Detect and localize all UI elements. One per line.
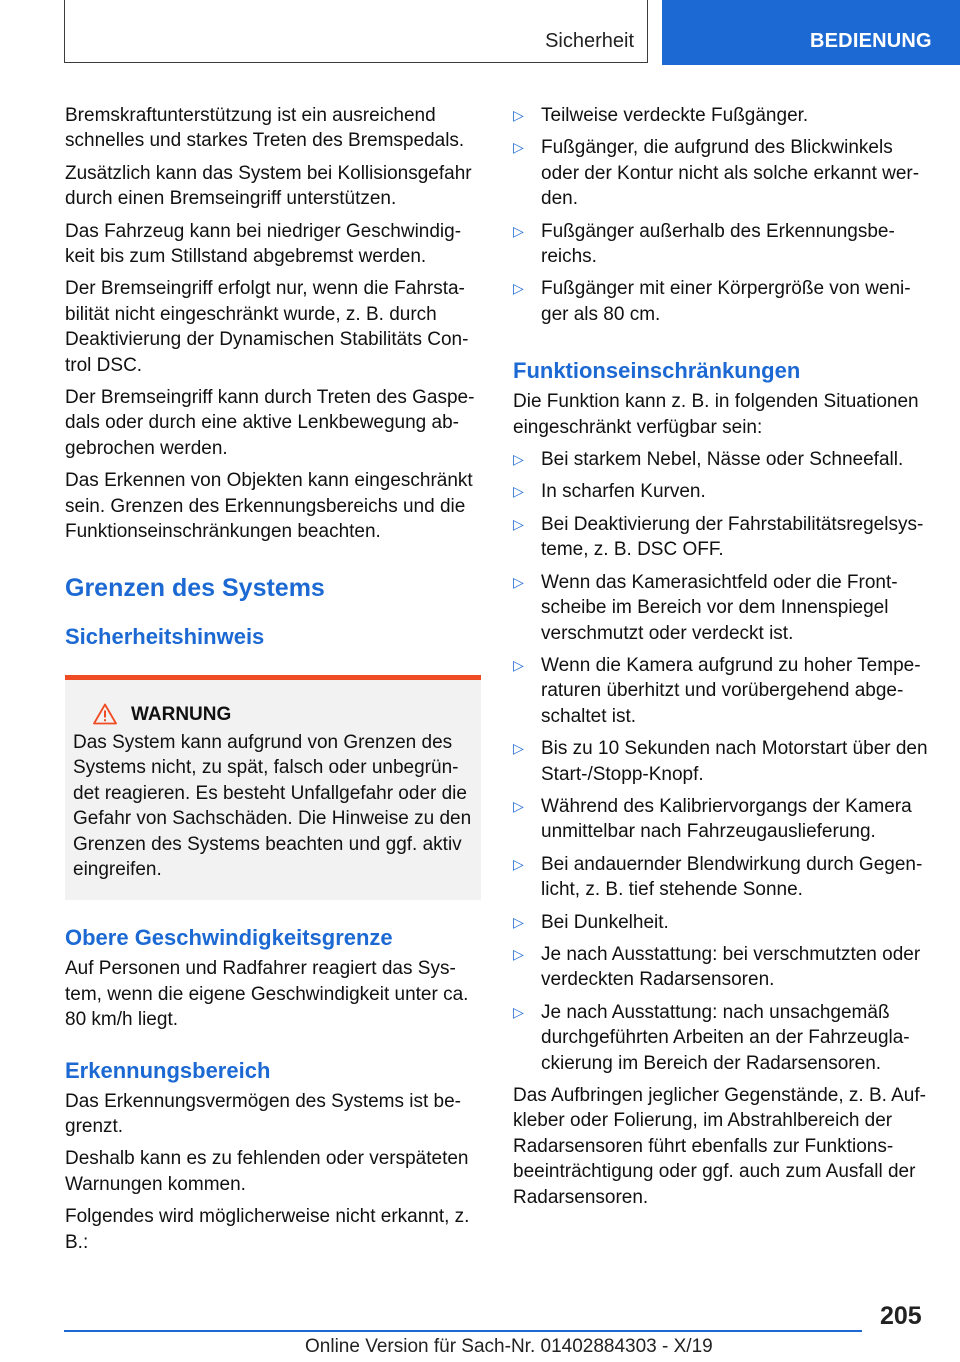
restrictions-intro: Die Funktion kann z. B. in folgenden Situationen eingeschränkt verfügbar sein: [513,391,919,438]
heading-system-limits: Grenzen des Systems [65,573,325,602]
paragraph: Das Erkennen von Objekten kann eingeschränkt sein. Grenzen des Erkennungsbereichs und die Funktionseinschränkungen beachten. [65,470,473,543]
triangle-right-icon: ▷ [513,855,524,872]
triangle-right-icon: ▷ [513,740,524,757]
triangle-right-icon: ▷ [513,1003,524,1020]
left-column [65,103,481,1262]
list-item: ▷ Bis zu 10 Sekunden nach Motorstart über den Start-/Stopp-Knopf. [513,736,928,787]
list-item: ▷ Bei starkem Nebel, Nässe oder Schneefall. [513,447,928,472]
paragraph: Bremskraftunterstützung ist ein ausreichend schnelles und starkes Treten des Bremspedals. [65,105,465,152]
triangle-right-icon: ▷ [513,139,524,156]
paragraph: Deshalb kann es zu fehlenden oder verspäteten Warnungen kommen. [65,1148,469,1195]
list-item: ▷ Bei Deaktivierung der Fahrstabilitätsregelsys-teme, z. B. DSC OFF. [513,512,928,563]
list-item: ▷ Fußgänger mit einer Körpergröße von weni-ger als 80 cm. [513,276,928,327]
page-number: 205 [880,1302,922,1330]
closing-paragraph: Das Aufbringen jeglicher Gegenstände, z. B. Auf-kleber oder Folierung, im Abstrahlbereich der Radarsensoren führt ebenfalls zur Funktions-beeinträchtigung oder ggf. auch zum Ausfall der Radarsensoren. [513,1085,926,1208]
paragraph: Der Bremseingriff kann durch Treten des Gaspe-dals oder durch eine aktive Lenkbewegung ab-gebrochen werden. [65,387,475,459]
list-item: ▷ Fußgänger außerhalb des Erkennungsbe-reichs. [513,219,928,270]
triangle-right-icon: ▷ [513,945,524,962]
warning-triangle-icon [93,703,117,725]
list-item: ▷ Fußgänger, die aufgrund des Blickwinkels oder der Kontur nicht als solche erkannt wer-den. [513,135,928,211]
list-item: ▷ Teilweise verdeckte Fußgänger. [513,103,928,128]
restrictions-list [513,447,928,1076]
heading-speed-limit: Obere Geschwindigkeitsgrenze [65,925,393,951]
list-item: ▷ Je nach Ausstattung: bei verschmutzten oder verdeckten Radarsensoren. [513,942,928,993]
footer-divider [64,1330,862,1332]
warning-title [93,702,473,727]
header-chapter-tab[interactable]: BEDIENUNG [662,0,960,65]
triangle-right-icon: ▷ [513,797,524,814]
paragraph: Zusätzlich kann das System bei Kollisionsgefahr durch einen Bremseingriff unterstützen. [65,162,472,210]
list-item: ▷ Wenn die Kamera aufgrund zu hoher Tempe-raturen überhitzt und vorübergehend abge-schaltet ist. [513,653,928,729]
heading-function-restrictions: Funktionseinschränkungen [513,358,801,384]
warning-box [65,675,481,901]
heading-safety-note: Sicherheitshinweis [65,623,265,649]
triangle-right-icon: ▷ [513,222,524,239]
intro-paragraphs [65,103,481,545]
list-item: ▷ Wenn das Kamerasichtfeld oder die Front-scheibe im Bereich vor dem Innenspiegel verschmutzt oder verdeckt ist. [513,570,928,646]
list-item: ▷ In scharfen Kurven. [513,479,928,504]
list-item: ▷ Je nach Ausstattung: nach unsachgemäß durchgeführten Arbeiten an der Fahrzeugla-ckierung im Bereich der Radarsensoren. [513,1000,928,1076]
paragraph: Das Erkennungsvermögen des Systems ist be-grenzt. [65,1090,462,1137]
heading-detection-range: Erkennungsbereich [65,1057,271,1083]
triangle-right-icon: ▷ [513,656,524,673]
footer-online-version[interactable]: Online Version für Sach-Nr. 01402884303 - X/19 [305,1336,713,1357]
speed-paragraph: Auf Personen und Radfahrer reagiert das Sys-tem, wenn die eigene Geschwindigkeit unter ca. 80 km/h liegt. [65,958,469,1031]
triangle-right-icon: ▷ [513,107,524,123]
header-section-title: Sicherheit [545,30,634,52]
triangle-right-icon: ▷ [513,913,524,930]
detection-list [513,103,928,327]
triangle-right-icon: ▷ [513,573,524,590]
warning-label: WARNUNG [131,703,232,725]
triangle-right-icon: ▷ [513,483,524,500]
paragraph: Folgendes wird möglicherweise nicht erkannt, z. B.: [65,1206,470,1253]
paragraph: Das Fahrzeug kann bei niedriger Geschwindig-keit bis zum Stillstand abgebremst werden. [65,220,462,268]
triangle-right-icon: ▷ [513,515,524,532]
triangle-right-icon: ▷ [513,280,524,297]
list-item: ▷ Bei andauernder Blendwirkung durch Gegen-licht, z. B. tief stehende Sonne. [513,852,928,903]
right-column [513,103,928,1217]
warning-text: Das System kann aufgrund von Grenzen des Systems nicht, zu spät, falsch oder unbegrün-det reagieren. Es besteht Unfallgefahr oder die Gefahr von Sachschäden. Die Hinweise zu den Grenzen des Systems beachten und ggf. aktiv eingreifen. [73,731,472,880]
triangle-right-icon: ▷ [513,451,524,468]
paragraph: Der Bremseingriff erfolgt nur, wenn die Fahrsta-bilität nicht eingeschränkt wurde, z. B. durch Deaktivierung der Dynamischen Stabilitäts Con-trol DSC. [65,278,469,376]
list-item: ▷ Während des Kalibriervorgangs der Kamera unmittelbar nach Fahrzeugauslieferung. [513,794,928,845]
list-item: ▷ Bei Dunkelheit. [513,910,928,935]
